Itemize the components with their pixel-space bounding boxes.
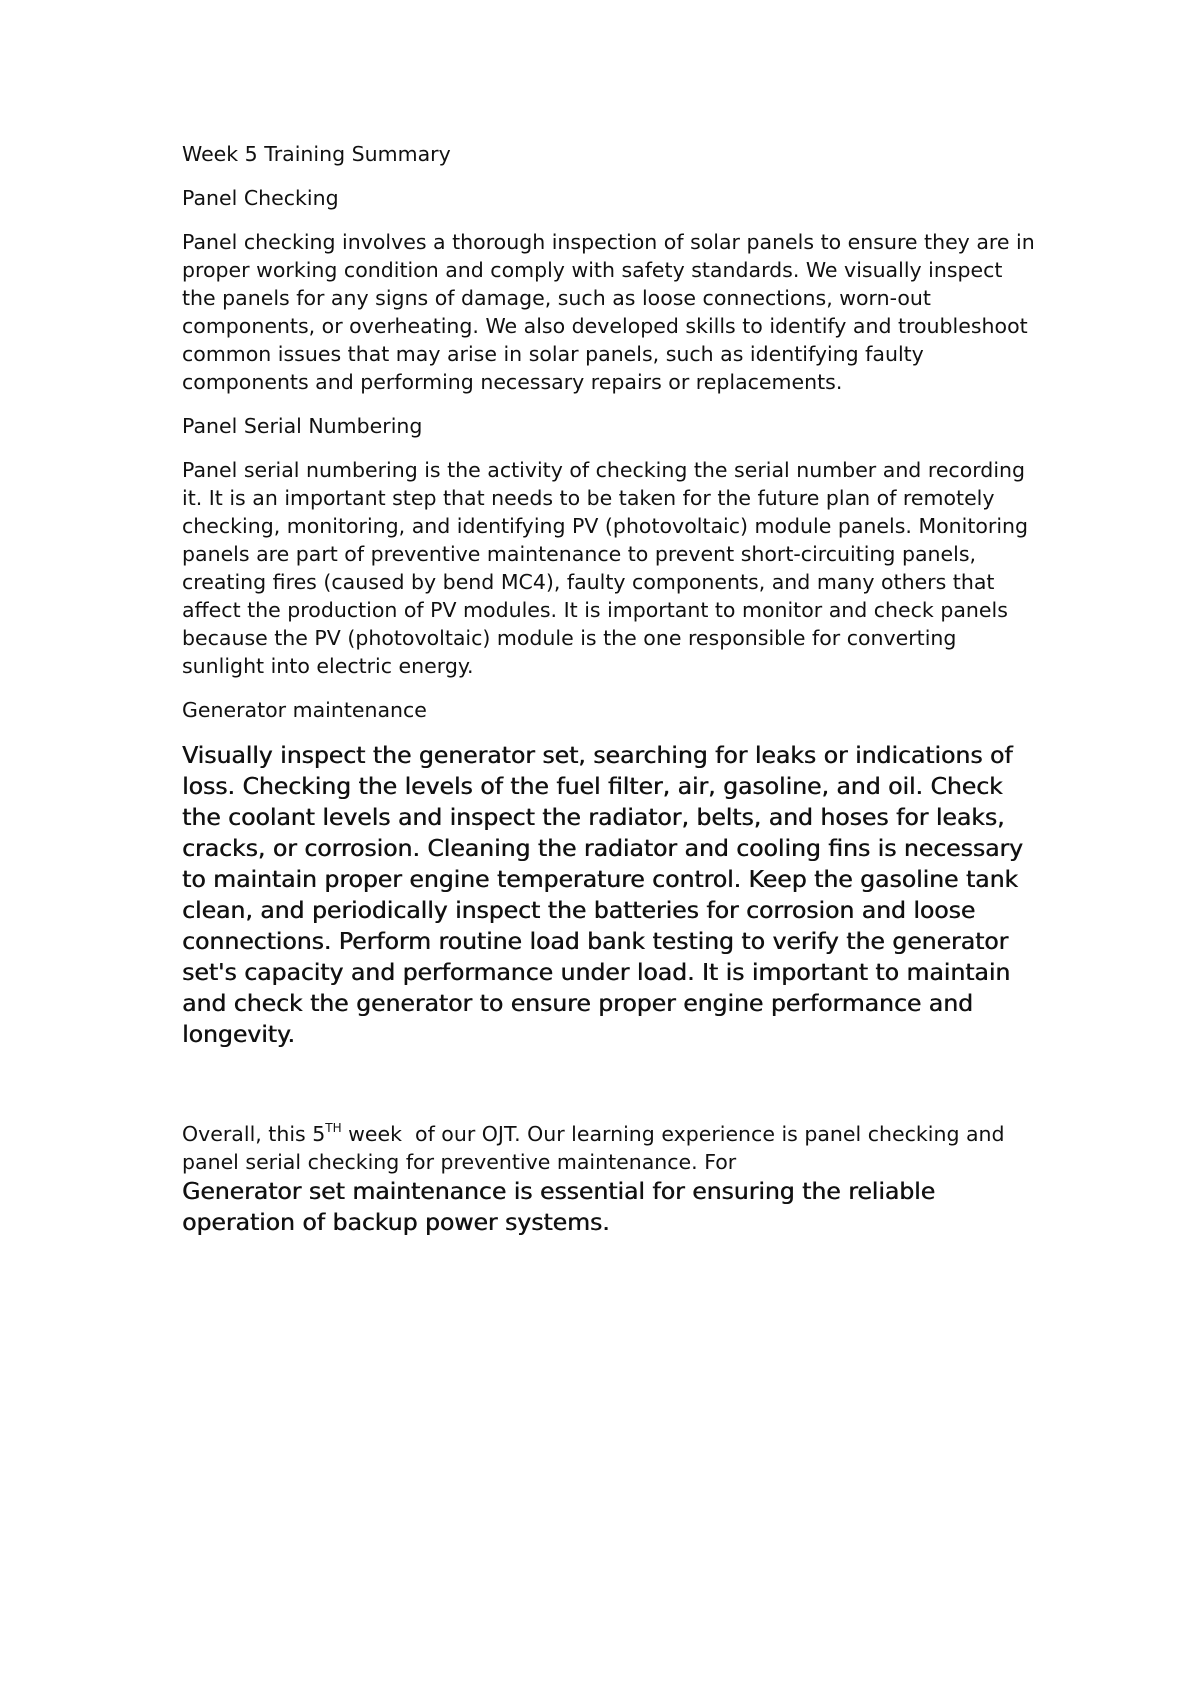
section-heading-panel-serial-numbering: Panel Serial Numbering bbox=[182, 414, 423, 438]
overall-summary bbox=[182, 1120, 1042, 1176]
overall-conclusion: Generator set maintenance is essential for ensuring the reliable operation of backup power systems. bbox=[182, 1177, 936, 1236]
paragraph-spacer bbox=[182, 1050, 1042, 1120]
overall-suffix: week of our OJT. Our learning experience is panel checking and panel serial checking for preventive maintenance. For bbox=[182, 1122, 1012, 1174]
overall-prefix: Overall, this 5 bbox=[182, 1122, 326, 1146]
document-content bbox=[182, 140, 1042, 1238]
section-body-generator-maintenance: Visually inspect the generator set, searching for leaks or indications of loss. Checking the levels of the fuel filter, air, gasoline, and oil. Check the coolant levels and inspect the radiator, belts, and hoses for leaks, cracks, or corrosion. Cleaning the radiator and cooling fins is necessary to maintain proper engine temperature control. Keep the gasoline tank clean, and periodically inspect the batteries for corrosion and loose connections. Perform routine load bank testing to verify the generator set's capacity and performance under load. It is important to maintain and check the generator to ensure proper engine performance and longevity. bbox=[182, 741, 1023, 1048]
document-title: Week 5 Training Summary bbox=[182, 142, 451, 166]
section-body-panel-checking: Panel checking involves a thorough inspection of solar panels to ensure they are in proper working condition and comply with safety standards. We visually inspect the panels for any signs of damage, such as loose connections, worn-out components, or overheating. We also developed skills to identify and troubleshoot common issues that may arise in solar panels, such as identifying faulty components and performing necessary repairs or replacements. bbox=[182, 230, 1035, 394]
section-heading-generator-maintenance: Generator maintenance bbox=[182, 698, 427, 722]
section-body-panel-serial-numbering: Panel serial numbering is the activity of checking the serial number and recording it. It is an important step that needs to be taken for the future plan of remotely checking, monitoring, and identifying PV (photovoltaic) module panels. Monitoring panels are part of preventive maintenance to prevent short-circuiting panels, creating fires (caused by bend MC4), faulty components, and many others that affect the production of PV modules. It is important to monitor and check panels because the PV (photovoltaic) module is the one responsible for converting sunlight into electric energy. bbox=[182, 458, 1029, 678]
section-heading-panel-checking: Panel Checking bbox=[182, 186, 339, 210]
overall-superscript: TH bbox=[325, 1121, 342, 1135]
